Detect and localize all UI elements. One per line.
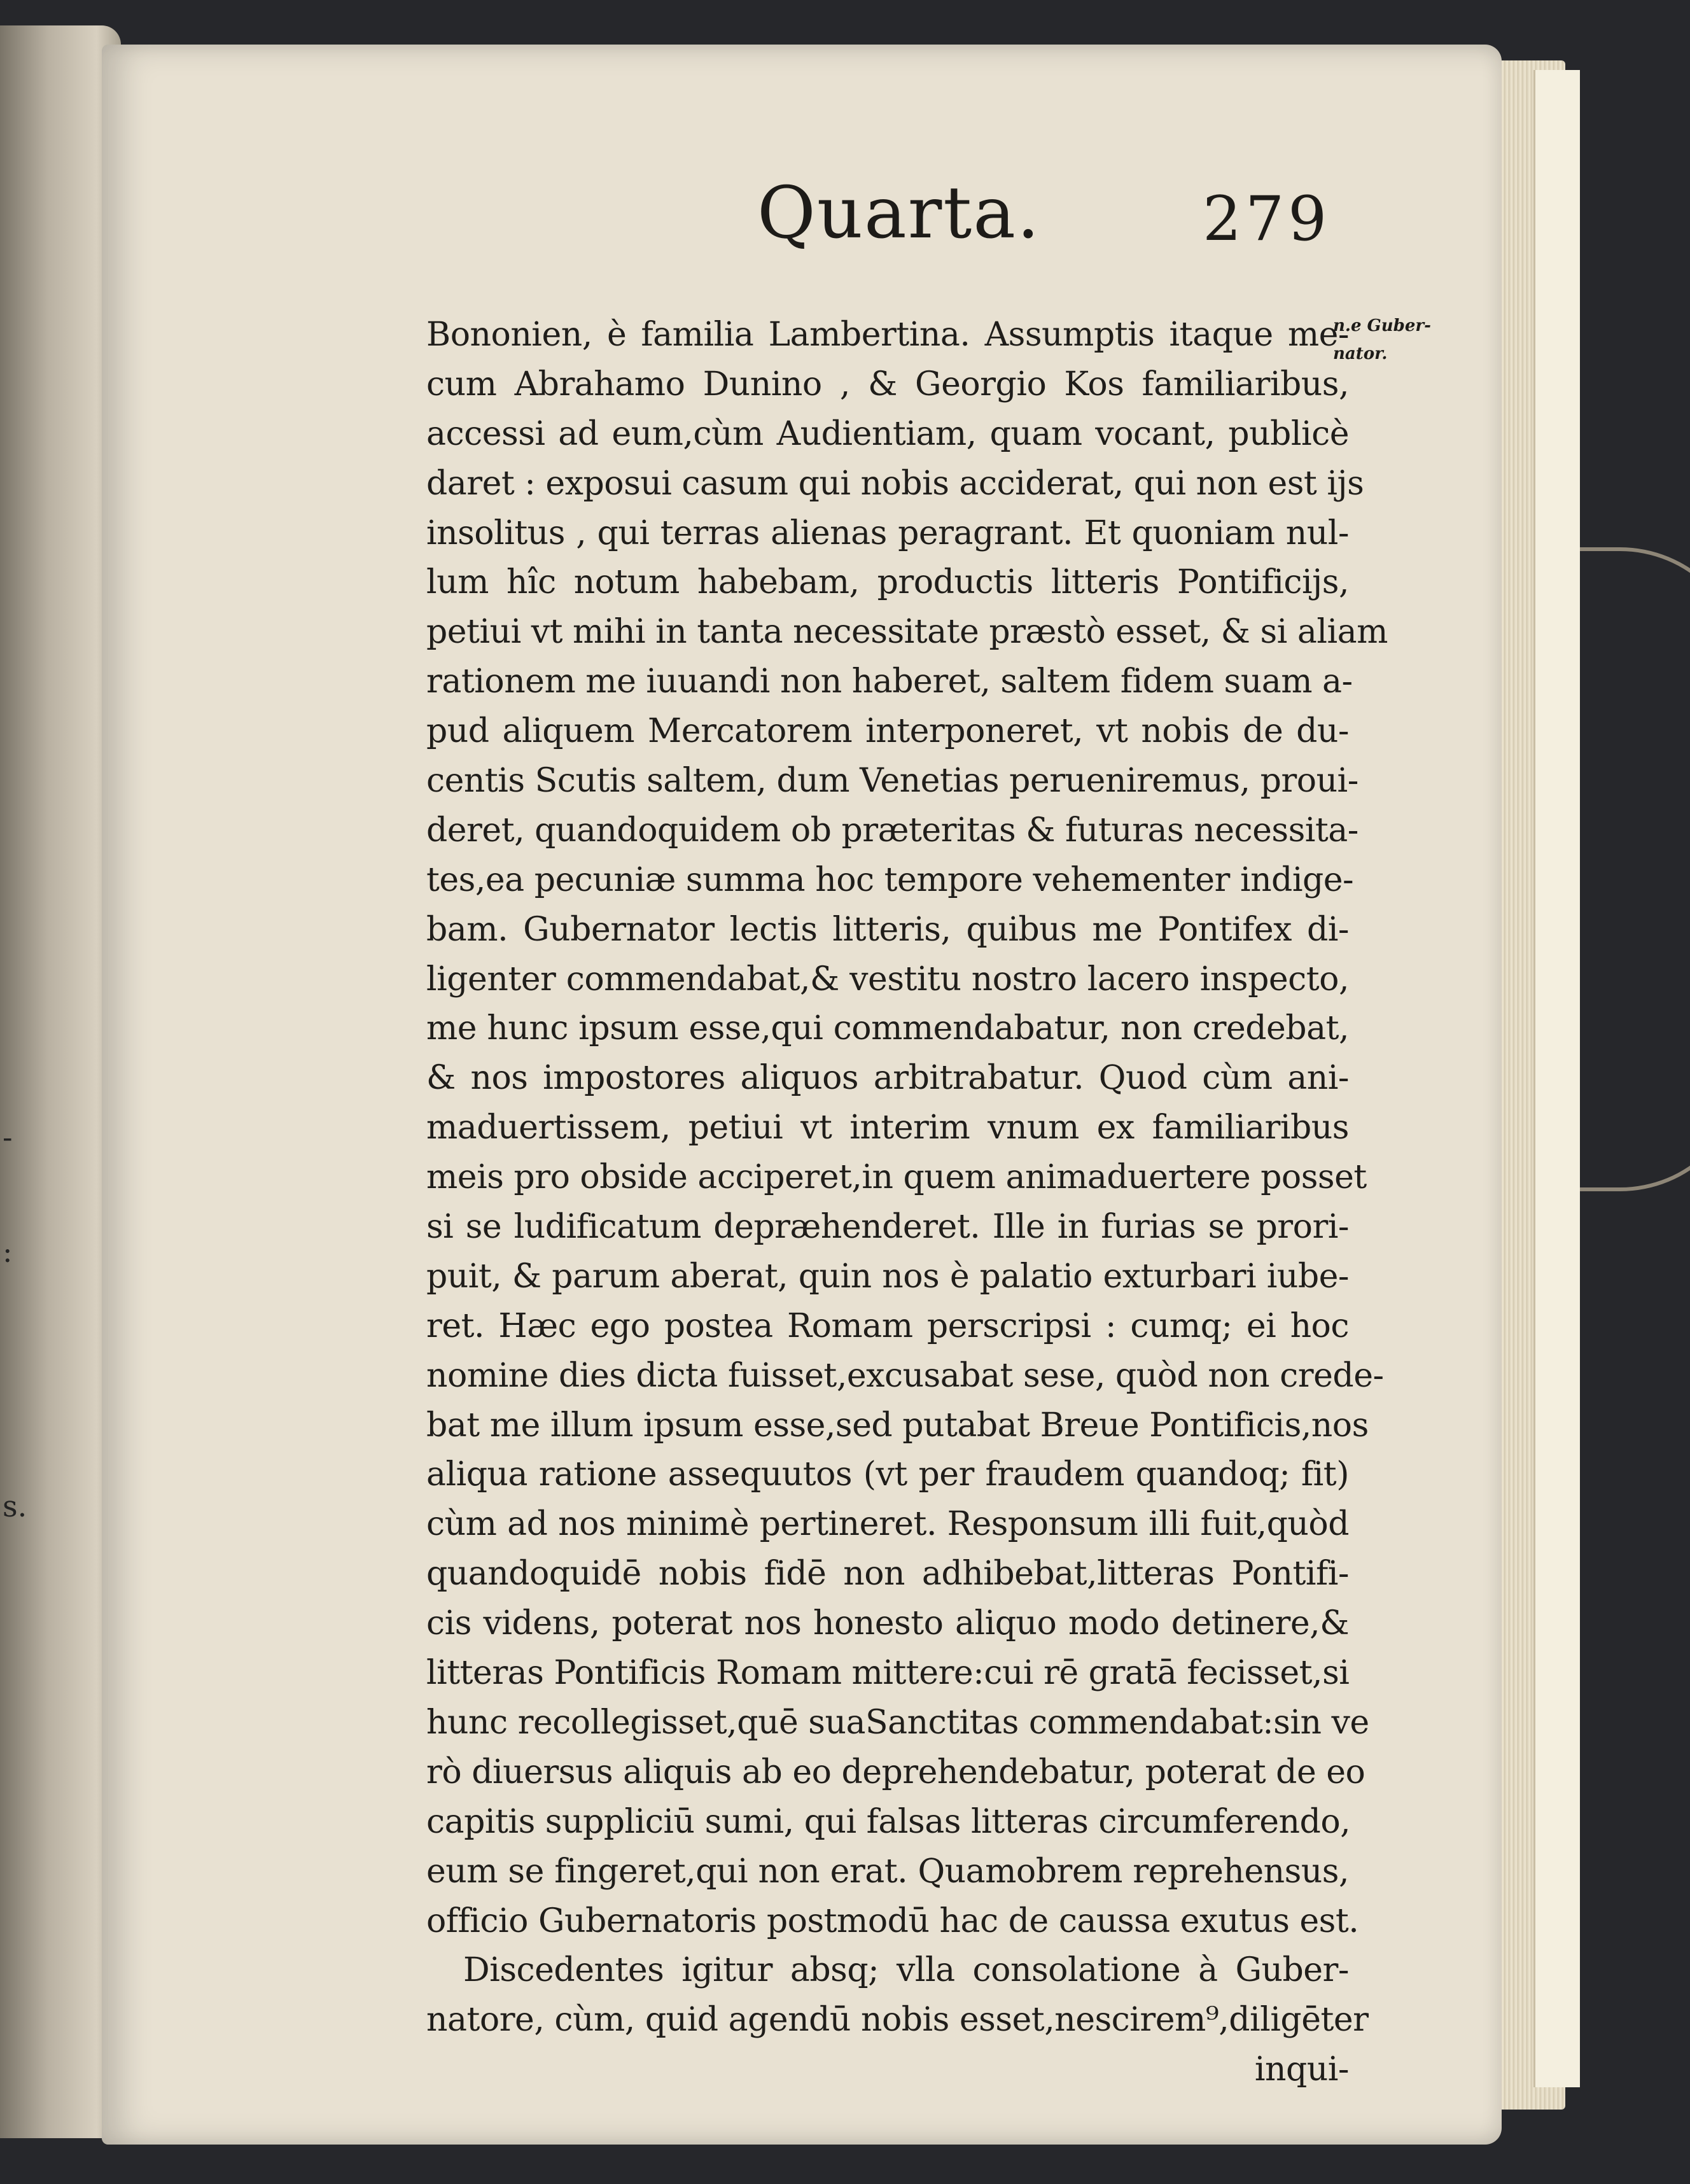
text-line: nomine dies dicta fuisset,excusabat sese, quòd non crede- [426, 1356, 1384, 1395]
text-line: cum Abrahamo Dunino , & Georgio Kos familiaribus, [426, 365, 1349, 403]
facing-page-mark: : [3, 1235, 13, 1269]
facing-page-mark: s. [3, 1489, 27, 1523]
text-line: cis videns, poterat nos honesto aliquo modo detinere,& [426, 1604, 1349, 1643]
text-line: puit, & parum aberat, quin nos è palatio exturbari iube- [426, 1257, 1349, 1296]
text-line: hunc recollegisset,quē suaSanctitas commendabat:sin ve [426, 1703, 1369, 1742]
text-line: lum hîc notum habebam, productis litteris Pontificijs, [426, 563, 1349, 602]
text-line: litteras Pontificis Romam mittere:cui rē gratā fecisset,si [426, 1654, 1350, 1693]
text-line: deret, quandoquidem ob præteritas & futuras necessita- [426, 811, 1358, 850]
book-page [102, 45, 1502, 2145]
text-line: ligenter commendabat,& vestitu nostro lacero inspecto, [426, 960, 1349, 998]
text-line: eum se fingeret,qui non erat. Quamobrem reprehensus, [426, 1852, 1349, 1891]
text-line: natore, cùm, quid agendū nobis esset,nescirem⁹,diligēter [426, 2001, 1369, 2040]
text-line: bam. Gubernator lectis litteris, quibus me Pontifex di- [426, 910, 1349, 949]
text-line: pud aliquem Mercatorem interponeret, vt nobis de du- [426, 712, 1349, 751]
text-line: centis Scutis saltem, dum Venetias perueniremus, proui- [426, 762, 1358, 801]
text-line: insolitus , qui terras alienas peragrant. Et quoniam nul- [426, 514, 1349, 552]
text-line: officio Gubernatoris postmodū hac de caussa exutus est. [426, 1901, 1359, 1940]
text-line: rò diuersus aliquis ab eo deprehendebatur, poterat de eo [426, 1753, 1365, 1791]
text-line: meis pro obside acciperet,in quem animaduertere posset [426, 1158, 1367, 1197]
facing-page-mark: - [3, 1120, 13, 1154]
text-line: petiui vt mihi in tanta necessitate præstò esset, & si aliam [426, 613, 1388, 652]
text-line: & nos impostores aliquos arbitrabatur. Quod cùm ani- [426, 1059, 1349, 1098]
text-line: ret. Hæc ego postea Romam perscripsi : cumq; ei hoc [426, 1306, 1349, 1345]
catchword: inqui- [1254, 2050, 1349, 2089]
text-line: aliqua ratione assequutos (vt per fraudem quandoq; fit) [426, 1455, 1349, 1494]
page-edge-fore [1533, 70, 1580, 2087]
text-line: daret : exposui casum qui nobis acciderat, qui non est ijs [426, 464, 1364, 503]
text-line: rationem me iuuandi non haberet, saltem fidem suam a- [426, 662, 1353, 701]
text-line: maduertissem, petiui vt interim vnum ex familiaribus [426, 1109, 1349, 1147]
text-line: me hunc ipsum esse,qui commendabatur, non credebat, [426, 1009, 1349, 1048]
marginal-note-line: n.e Guber- [1333, 316, 1431, 335]
text-line: quandoquidē nobis fidē non adhibebat,litteras Pontifi- [426, 1555, 1349, 1593]
page-number: 279 [1203, 183, 1331, 255]
text-line: capitis suppliciū sumi, qui falsas litteras circumferendo, [426, 1802, 1351, 1841]
marginal-note-line: nator. [1333, 344, 1388, 363]
running-head: Quarta. [757, 172, 1041, 255]
text-line: Bononien, è familia Lambertina. Assumptis itaque me- [426, 316, 1349, 354]
text-line: tes,ea pecuniæ summa hoc tempore vehementer indige- [426, 860, 1354, 899]
text-line: si se ludificatum depræhenderet. Ille in furias se prori- [426, 1208, 1349, 1247]
text-line: bat me illum ipsum esse,sed putabat Breue Pontificis,nos [426, 1406, 1369, 1445]
text-line: Discedentes igitur absq; vlla consolatione à Guber- [463, 1951, 1349, 1990]
text-line: cùm ad nos minimè pertineret. Responsum illi fuit,quòd [426, 1505, 1349, 1544]
text-line: accessi ad eum,cùm Audientiam, quam vocant, publicè [426, 414, 1349, 453]
